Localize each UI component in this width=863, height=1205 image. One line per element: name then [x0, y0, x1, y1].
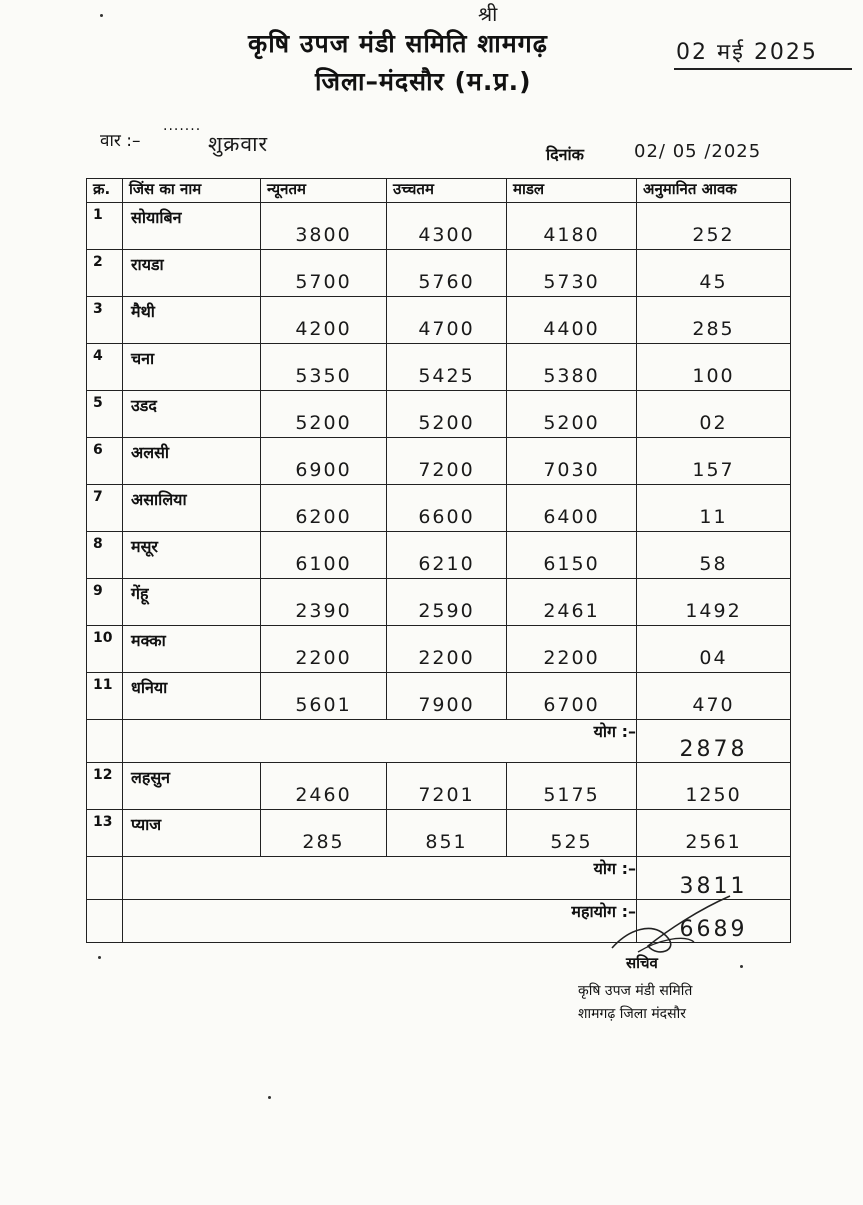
row-model: 5730	[507, 250, 637, 297]
row-max: 5760	[387, 250, 507, 297]
row-model: 4400	[507, 297, 637, 344]
subtotal-label-2: योग :–	[123, 857, 637, 900]
row-sn: 4	[87, 344, 123, 391]
col-header-max: उच्चतम	[387, 179, 507, 203]
table-row	[87, 673, 791, 720]
row-commodity: सोयाबिन	[123, 203, 261, 250]
row-sn: 13	[87, 810, 123, 857]
speck	[268, 1096, 271, 1099]
blank-cell	[87, 857, 123, 900]
row-model: 6150	[507, 532, 637, 579]
row-sn: 8	[87, 532, 123, 579]
row-min: 2200	[261, 626, 387, 673]
table-row	[87, 297, 791, 344]
col-header-arrival: अनुमानित आवक	[637, 179, 791, 203]
signature-scribble	[598, 890, 738, 970]
row-min: 6100	[261, 532, 387, 579]
table-row	[87, 626, 791, 673]
row-model: 6400	[507, 485, 637, 532]
grand-total-label: महायोग :–	[123, 900, 637, 943]
date-underline	[674, 68, 852, 70]
table-row	[87, 438, 791, 485]
speck	[740, 965, 743, 968]
table-row	[87, 391, 791, 438]
row-sn: 9	[87, 579, 123, 626]
row-max: 4700	[387, 297, 507, 344]
table-row	[87, 810, 791, 857]
committee-title: कृषि उपज मंडी समिति शामगढ़	[248, 29, 548, 58]
row-model: 2200	[507, 626, 637, 673]
date-value: 02/ 05 /2025	[634, 141, 762, 162]
row-sn: 12	[87, 763, 123, 810]
row-sn: 2	[87, 250, 123, 297]
handwritten-date: 02 मई 2025	[676, 40, 818, 65]
row-arrival: 100	[637, 344, 791, 391]
blank-cell	[87, 720, 123, 763]
table-row	[87, 579, 791, 626]
row-model: 525	[507, 810, 637, 857]
date-label: दिनांक	[546, 145, 584, 164]
row-sn: 3	[87, 297, 123, 344]
row-max: 5200	[387, 391, 507, 438]
row-model: 6700	[507, 673, 637, 720]
row-sn: 5	[87, 391, 123, 438]
day-label: वार :–	[100, 131, 141, 151]
day-value: शुक्रवार	[208, 132, 269, 156]
rates-table	[86, 178, 791, 943]
row-commodity: गेंहू	[123, 579, 261, 626]
row-max: 4300	[387, 203, 507, 250]
row-sn: 6	[87, 438, 123, 485]
row-arrival: 252	[637, 203, 791, 250]
row-model: 4180	[507, 203, 637, 250]
row-max: 6600	[387, 485, 507, 532]
row-arrival: 157	[637, 438, 791, 485]
district-title: जिला–मंदसौर (म.प्र.)	[315, 67, 532, 96]
row-max: 6210	[387, 532, 507, 579]
row-sn: 11	[87, 673, 123, 720]
row-model: 2461	[507, 579, 637, 626]
col-header-model: माडल	[507, 179, 637, 203]
row-min: 5200	[261, 391, 387, 438]
row-min: 6900	[261, 438, 387, 485]
row-arrival: 02	[637, 391, 791, 438]
table-row	[87, 344, 791, 391]
row-model: 7030	[507, 438, 637, 485]
row-arrival: 1250	[637, 763, 791, 810]
row-max: 5425	[387, 344, 507, 391]
subtotal-label-1: योग :–	[123, 720, 637, 763]
row-arrival: 45	[637, 250, 791, 297]
row-min: 5700	[261, 250, 387, 297]
table-header-row	[87, 179, 791, 203]
row-min: 5350	[261, 344, 387, 391]
col-header-min: न्यूनतम	[261, 179, 387, 203]
row-min: 4200	[261, 297, 387, 344]
row-min: 2460	[261, 763, 387, 810]
col-header-name: जिंस का नाम	[123, 179, 261, 203]
shri-mark: श्री	[478, 2, 498, 26]
row-arrival: 2561	[637, 810, 791, 857]
row-arrival: 04	[637, 626, 791, 673]
row-sn: 10	[87, 626, 123, 673]
row-commodity: मैथी	[123, 297, 261, 344]
row-commodity: असालिया	[123, 485, 261, 532]
row-model: 5175	[507, 763, 637, 810]
signatory-place: शामगढ़ जिला मंदसौर	[578, 1006, 686, 1022]
day-dots: ·······	[163, 122, 202, 138]
row-max: 851	[387, 810, 507, 857]
table-row	[87, 250, 791, 297]
row-max: 2200	[387, 626, 507, 673]
row-commodity: चना	[123, 344, 261, 391]
row-commodity: लहसुन	[123, 763, 261, 810]
row-max: 7900	[387, 673, 507, 720]
row-max: 7200	[387, 438, 507, 485]
subtotal-value-1: 2878	[637, 720, 791, 763]
row-arrival: 1492	[637, 579, 791, 626]
row-sn: 1	[87, 203, 123, 250]
row-min: 3800	[261, 203, 387, 250]
row-commodity: उडद	[123, 391, 261, 438]
row-arrival: 11	[637, 485, 791, 532]
table-row	[87, 203, 791, 250]
subtotal-row-1	[87, 720, 791, 763]
row-arrival: 285	[637, 297, 791, 344]
row-commodity: धनिया	[123, 673, 261, 720]
row-max: 7201	[387, 763, 507, 810]
row-commodity: मसूर	[123, 532, 261, 579]
row-min: 285	[261, 810, 387, 857]
row-model: 5200	[507, 391, 637, 438]
table-row	[87, 485, 791, 532]
row-min: 6200	[261, 485, 387, 532]
row-arrival: 58	[637, 532, 791, 579]
signatory-title: सचिव	[626, 954, 658, 972]
row-commodity: मक्का	[123, 626, 261, 673]
row-model: 5380	[507, 344, 637, 391]
row-min: 2390	[261, 579, 387, 626]
grand-total-value: 6689	[637, 900, 791, 943]
blank-cell	[87, 900, 123, 943]
row-sn: 7	[87, 485, 123, 532]
row-commodity: अलसी	[123, 438, 261, 485]
row-commodity: रायडा	[123, 250, 261, 297]
table-row	[87, 763, 791, 810]
table-row	[87, 532, 791, 579]
speck	[100, 14, 103, 17]
row-max: 2590	[387, 579, 507, 626]
subtotal-value-2: 3811	[637, 857, 791, 900]
row-commodity: प्याज	[123, 810, 261, 857]
col-header-sn: क्र.	[87, 179, 123, 203]
speck	[98, 956, 101, 959]
row-min: 5601	[261, 673, 387, 720]
signatory-org: कृषि उपज मंडी समिति	[578, 983, 693, 999]
row-arrival: 470	[637, 673, 791, 720]
